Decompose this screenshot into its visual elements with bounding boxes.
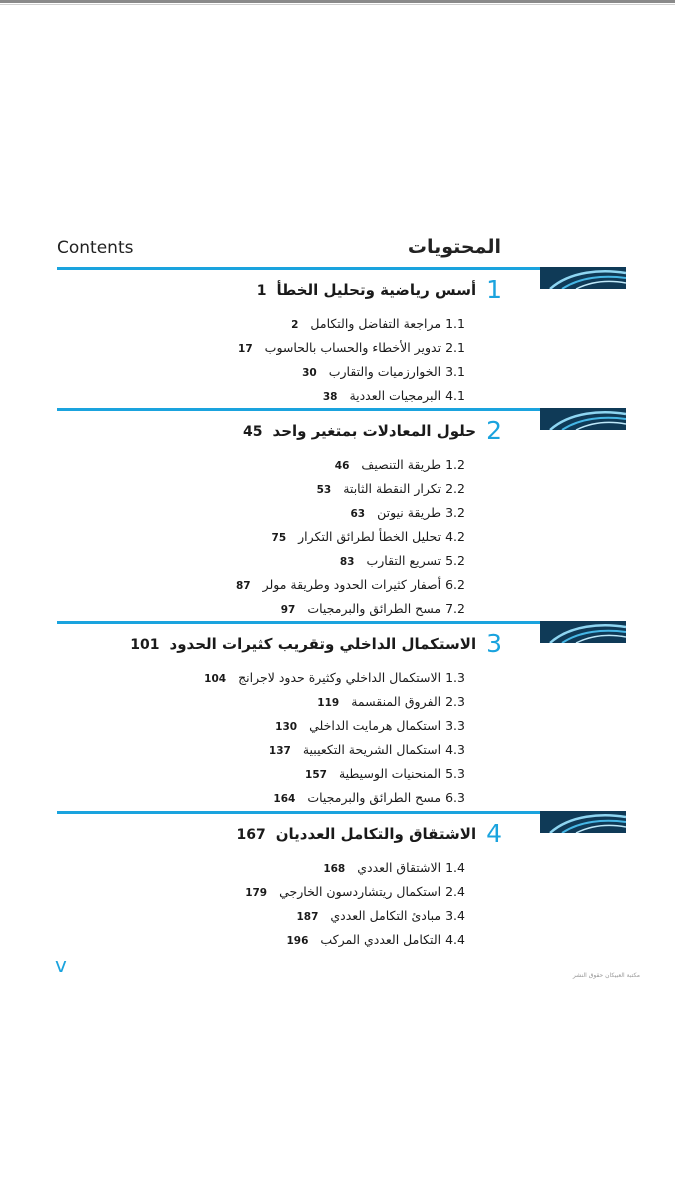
chapter-page: 45 xyxy=(243,424,263,440)
section-number: 6.2 xyxy=(445,577,465,592)
header-arabic: المحتويات xyxy=(407,236,501,258)
section-row xyxy=(204,789,465,813)
chapter-title xyxy=(130,629,502,658)
section-title: تحليل الخطأ لطرائق التكرار xyxy=(298,529,442,544)
section-title: الاشتقاق العددي xyxy=(357,860,442,875)
section-title: الخوارزميات والتقارب xyxy=(328,364,442,379)
section-list xyxy=(236,456,465,624)
section-number: 2.3 xyxy=(445,694,465,709)
chapter-number: 4 xyxy=(486,819,502,848)
section-page: 130 xyxy=(275,721,298,733)
section-row xyxy=(245,907,465,931)
section-row xyxy=(204,693,465,717)
chapter-title xyxy=(257,275,502,304)
section-title: التكامل العددي المركب xyxy=(320,932,442,947)
section-number: 2.4 xyxy=(445,884,465,899)
section-number: 4.1 xyxy=(445,388,465,403)
section-row xyxy=(245,859,465,883)
chapter-number: 2 xyxy=(486,416,502,445)
section-number: 4.2 xyxy=(445,529,465,544)
chapter-4 xyxy=(57,811,626,947)
page-numeral: v xyxy=(55,953,67,977)
section-page: 179 xyxy=(245,887,268,899)
section-page: 46 xyxy=(334,460,350,472)
section-title: مبادئ التكامل العددي xyxy=(330,908,442,923)
chapter-title xyxy=(243,416,502,445)
section-page: 164 xyxy=(273,793,296,805)
chapter-3 xyxy=(57,621,626,805)
section-page: 97 xyxy=(280,604,296,616)
section-row xyxy=(236,528,465,552)
chapter-number: 3 xyxy=(486,629,502,658)
section-title: استكمال الشريحة التكعيبية xyxy=(302,742,442,757)
section-row xyxy=(204,741,465,765)
section-number: 1.1 xyxy=(445,316,465,331)
section-list xyxy=(204,669,465,813)
section-row xyxy=(236,576,465,600)
section-list xyxy=(245,859,465,955)
chapter-2 xyxy=(57,408,626,616)
section-number: 6.3 xyxy=(445,790,465,805)
section-page: 119 xyxy=(317,697,340,709)
section-row xyxy=(238,315,465,339)
section-page: 30 xyxy=(302,367,317,379)
chapter-banner-image xyxy=(540,408,626,430)
chapter-title xyxy=(236,819,502,848)
section-page: 2 xyxy=(291,319,299,331)
section-row xyxy=(238,339,465,363)
chapter-page: 1 xyxy=(256,283,267,299)
chapter-banner-image xyxy=(540,621,626,643)
section-number: 5.2 xyxy=(445,553,465,568)
section-row xyxy=(245,883,465,907)
section-row xyxy=(236,552,465,576)
section-row xyxy=(204,669,465,693)
section-title: البرمجيات العددية xyxy=(349,388,442,403)
chapter-title-text: حلول المعادلات بمتغير واحد xyxy=(272,422,477,440)
chapter-title-text: الاشتقاق والتكامل العدديان xyxy=(275,825,477,843)
section-row xyxy=(238,363,465,387)
section-row xyxy=(236,504,465,528)
section-title: مراجعة التفاضل والتكامل xyxy=(310,316,442,331)
section-page: 63 xyxy=(350,508,366,520)
section-page: 38 xyxy=(322,391,338,403)
chapter-title-text: أسس رياضية وتحليل الخطأ xyxy=(276,281,477,299)
section-row xyxy=(236,456,465,480)
top-rule-thin xyxy=(0,4,675,5)
section-title: تدوير الأخطاء والحساب بالحاسوب xyxy=(264,340,442,355)
section-page: 75 xyxy=(271,532,287,544)
section-number: 3.3 xyxy=(445,718,465,733)
section-row xyxy=(204,765,465,789)
section-title: أصفار كثيرات الحدود وطريقة مولر xyxy=(262,577,442,592)
header-english: Contents xyxy=(57,238,134,258)
section-page: 157 xyxy=(305,769,327,781)
section-page: 53 xyxy=(316,484,332,496)
chapter-1 xyxy=(57,267,626,403)
section-title: الفروق المنقسمة xyxy=(351,694,442,709)
section-number: 1.4 xyxy=(445,860,465,875)
section-title: طريقة نيوتن xyxy=(377,505,442,520)
section-number: 4.4 xyxy=(445,932,465,947)
section-title: طريقة التنصيف xyxy=(361,457,442,472)
chapter-page: 167 xyxy=(236,827,266,843)
section-title: مسح الطرائق والبرمجيات xyxy=(307,790,442,805)
section-number: 5.3 xyxy=(445,766,465,781)
section-page: 196 xyxy=(286,935,309,947)
section-number: 7.2 xyxy=(445,601,465,616)
section-number: 1.3 xyxy=(445,670,465,685)
section-page: 187 xyxy=(296,911,319,923)
section-number: 4.3 xyxy=(445,742,465,757)
chapter-title-text: الاستكمال الداخلي وتقريب كثيرات الحدود xyxy=(169,635,477,653)
section-page: 17 xyxy=(238,343,253,355)
section-number: 2.2 xyxy=(445,481,465,496)
section-row xyxy=(236,480,465,504)
section-title: استكمال هرمايت الداخلي xyxy=(309,718,442,733)
section-number: 2.1 xyxy=(445,340,465,355)
section-row xyxy=(204,717,465,741)
section-number: 1.2 xyxy=(445,457,465,472)
section-page: 168 xyxy=(323,863,346,875)
top-rule xyxy=(0,0,675,3)
watermark: مكتبة العبيكان حقوق النشر xyxy=(572,972,640,979)
chapter-page: 101 xyxy=(130,637,160,653)
section-title: المنحنيات الوسيطية xyxy=(338,766,442,781)
section-title: تكرار النقطة الثابتة xyxy=(343,481,442,496)
section-page: 104 xyxy=(204,673,227,685)
section-title: الاستكمال الداخلي وكثيرة حدود لاجرانج xyxy=(238,670,442,685)
section-title: استكمال ريتشاردسون الخارجي xyxy=(279,884,442,899)
section-title: مسح الطرائق والبرمجيات xyxy=(307,601,442,616)
section-title: تسريع التقارب xyxy=(366,553,442,568)
section-page: 83 xyxy=(339,556,355,568)
chapter-banner-image xyxy=(540,811,626,833)
section-number: 3.4 xyxy=(445,908,465,923)
chapter-number: 1 xyxy=(486,275,502,304)
section-page: 137 xyxy=(268,745,291,757)
section-page: 87 xyxy=(235,580,251,592)
section-number: 3.2 xyxy=(445,505,465,520)
section-row xyxy=(245,931,465,955)
chapter-banner-image xyxy=(540,267,626,289)
section-number: 3.1 xyxy=(445,364,465,379)
section-list xyxy=(238,315,465,411)
